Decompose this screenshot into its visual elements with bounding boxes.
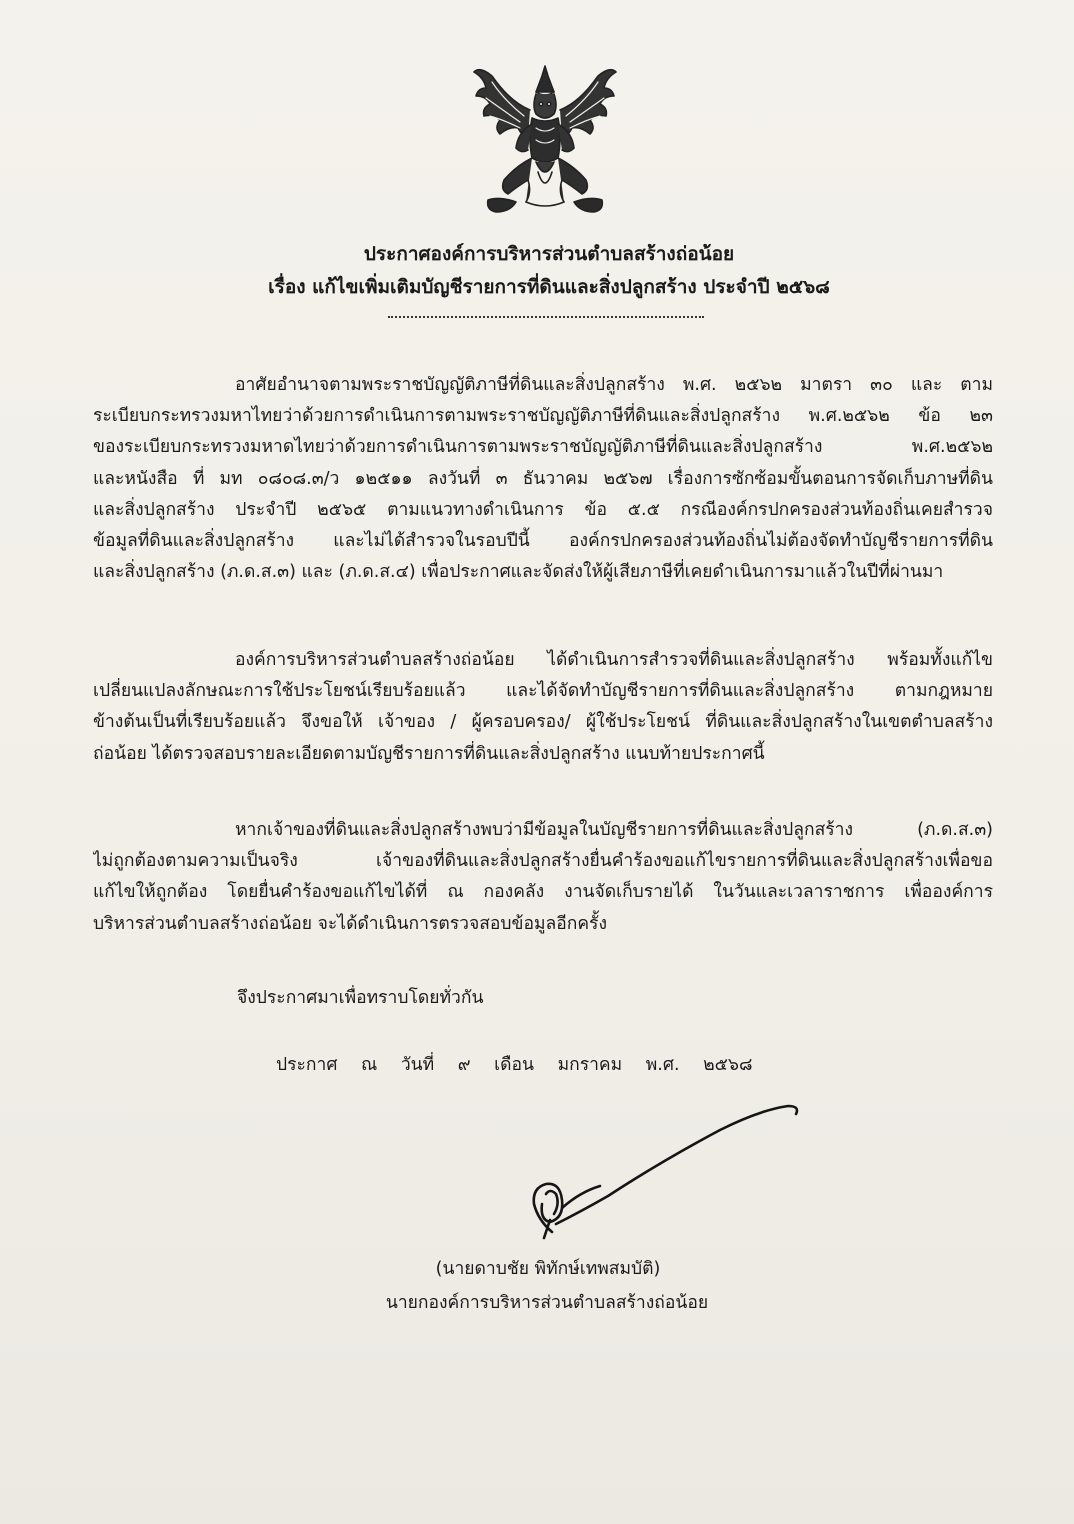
date-month: มกราคม [557, 1055, 623, 1075]
paragraph-line: ข้างต้นเป็นที่เรียบร้อยแล้ว จึงขอให้ เจ้าของ / ผู้ครอบครอง/ ผู้ใช้ประโยชน์ ที่ดินและสิ่งปลูกสร้างในเขตตำบลสร้าง [93, 712, 993, 733]
paragraph-line: บริหารส่วนตำบลสร้างถ่อน้อย จะได้ดำเนินการตรวจสอบข้อมูลอีกครั้ง [93, 913, 607, 934]
signer-name: (นายดาบชัย พิทักษ์เทพสมบัติ) [435, 1259, 661, 1279]
handwritten-signature [520, 1100, 810, 1245]
garuda-emblem-icon [470, 62, 620, 218]
date-announce-label: ประกาศ [276, 1055, 338, 1075]
announcement-title: ประกาศองค์การบริหารส่วนตำบลสร้างถ่อน้อย [363, 243, 735, 265]
paragraph-line: ระเบียบกระทรวงมหาไทยว่าด้วยการดำเนินการตามพระราชบัญญัติภาษีที่ดินและสิ่งปลูกสร้าง พ.ศ.๒๕๖๒ ข้อ ๒๓ [93, 406, 993, 427]
title-divider [388, 316, 704, 318]
signer-position: นายกองค์การบริหารส่วนตำบลสร้างถ่อน้อย [385, 1293, 709, 1313]
paragraph-line: ถ่อน้อย ได้ตรวจสอบรายละเอียดตามบัญชีรายการที่ดินและสิ่งปลูกสร้าง แนบท้ายประกาศนี้ [93, 743, 765, 764]
paragraph-line: แก้ไขให้ถูกต้อง โดยยื่นคำร้องขอแก้ไขได้ที่ ณ กองคลัง งานจัดเก็บรายได้ ในวันและเวลาราชการ เพื่อองค์การ [93, 882, 993, 903]
date-era: พ.ศ. [645, 1055, 680, 1075]
date-day: ๙ [457, 1055, 471, 1075]
paragraph-line: และสิ่งปลูกสร้าง (ภ.ด.ส.๓) และ (ภ.ด.ส.๔) เพื่อประกาศและจัดส่งให้ผู้เสียภาษีที่เคยดำเนินการมาแล้วในปีที่ผ่านมา [93, 562, 944, 583]
paragraph-line: เปลี่ยนแปลงลักษณะการใช้ประโยชน์เรียบร้อยแล้ว และได้จัดทำบัญชีรายการที่ดินและสิ่งปลูกสร้าง ตามกฎหมาย [93, 681, 993, 702]
paragraph-authority [93, 370, 993, 588]
paragraph-line: องค์การบริหารส่วนตำบลสร้างถ่อน้อย ได้ดำเนินการสำรวจที่ดินและสิ่งปลูกสร้าง พร้อมทั้งแก้ไข [235, 650, 993, 670]
paragraph-line: ไม่ถูกต้องตามความเป็นจริง เจ้าของที่ดินและสิ่งปลูกสร้างยื่นคำร้องขอแก้ไขรายการที่ดินและสิ่งปลูกสร้างเพื่อขอ [93, 851, 993, 872]
paragraph-correction [93, 815, 993, 940]
paragraph-survey [93, 645, 993, 770]
announcement-subject: เรื่อง แก้ไขเพิ่มเติมบัญชีรายการที่ดินและสิ่งปลูกสร้าง ประจำปี ๒๕๖๘ [268, 276, 830, 298]
paragraph-line: หากเจ้าของที่ดินและสิ่งปลูกสร้างพบว่ามีข้อมูลในบัญชีรายการที่ดินและสิ่งปลูกสร้าง (ภ.ด.ส.๓) [235, 820, 993, 840]
paragraph-line: ของระเบียบกระทรวงมหาดไทยว่าด้วยการดำเนินการตามพระราชบัญญัติภาษีที่ดินและสิ่งปลูกสร้าง พ.ศ.๒๕๖๒ [93, 437, 993, 458]
paragraph-line: อาศัยอำนาจตามพระราชบัญญัติภาษีที่ดินและสิ่งปลูกสร้าง พ.ศ. ๒๕๖๒ มาตรา ๓๐ และ ตาม [235, 375, 993, 395]
date-at-label: ณ [361, 1055, 378, 1075]
date-day-label: วันที่ [400, 1055, 435, 1075]
date-year: ๒๕๖๘ [703, 1055, 753, 1075]
date-month-label: เดือน [494, 1055, 534, 1075]
paragraph-line: และหนังสือ ที่ มท ๐๘๐๘.๓/ว ๑๒๕๑๑ ลงวันที่ ๓ ธันวาคม ๒๕๖๗ เรื่องการซักซ้อมขั้นตอนการจัดเก็บภาษที่ดิน [93, 468, 993, 489]
paragraph-line: และสิ่งปลูกสร้าง ประจำปี ๒๕๖๕ ตามแนวทางดำเนินการ ข้อ ๕.๕ กรณีองค์กรปกครองส่วนท้องถิ่นเคยสำรวจ [93, 499, 993, 520]
announcement-date [276, 1050, 771, 1078]
paragraph-line: ข้อมูลที่ดินและสิ่งปลูกสร้าง และไม่ได้สำรวจในรอบปีนี้ องค์กรปกครองส่วนท้องถิ่นไม่ต้องจัดทำบัญชีรายการที่ดิน [93, 530, 993, 551]
closing-statement: จึงประกาศมาเพื่อทราบโดยทั่วกัน [237, 988, 484, 1008]
